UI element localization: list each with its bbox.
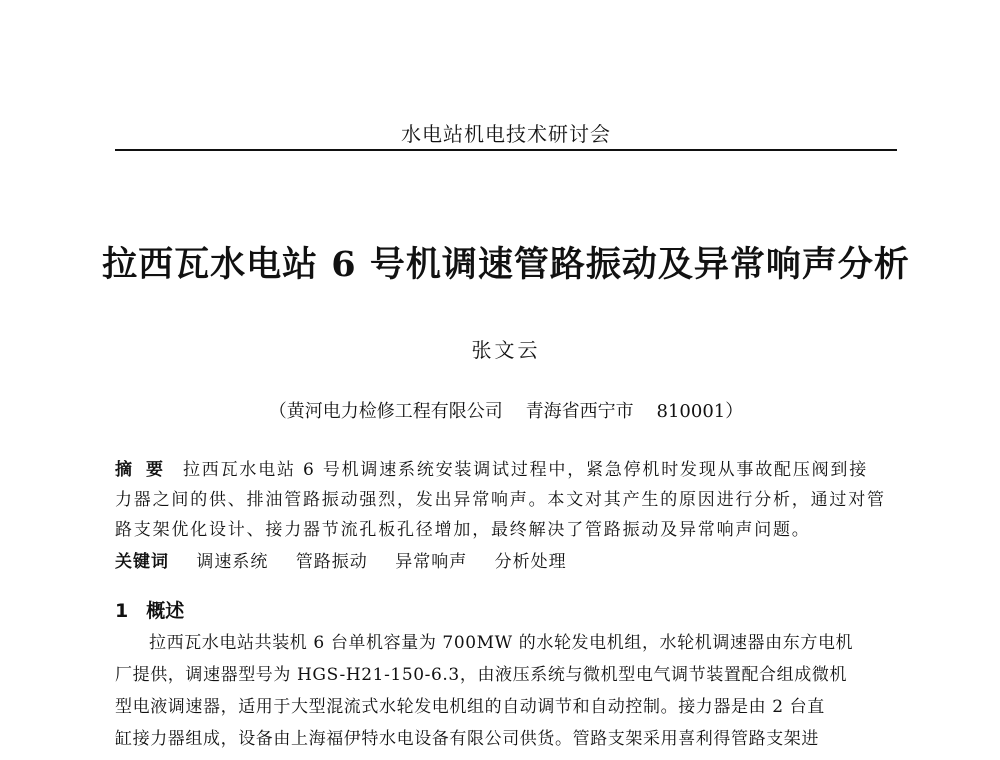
section-body: [115, 627, 905, 755]
keyword: 调速系统: [196, 552, 269, 572]
article-title: 拉西瓦水电站 6 号机调速管路振动及异常响声分析: [102, 244, 910, 285]
section-heading: [115, 596, 184, 626]
section-title: 概述: [146, 600, 185, 622]
body-line: 厂提供，调速器型号为 HGS-H21-150-6.3，由液压系统与微机型电气调节装置配合组成微机: [115, 665, 848, 685]
abstract-line: [115, 455, 897, 485]
abstract: [115, 455, 897, 545]
body-line: 缸接力器组成，设备由上海福伊特水电设备有限公司供货。管路支架采用喜利得管路支架进: [115, 729, 819, 749]
body-line: 拉西瓦水电站共装机 6 台单机容量为 700MW 的水轮发电机组，水轮机调速器由东方电机: [149, 633, 854, 653]
keywords: [115, 547, 897, 577]
running-header: 水电站机电技术研讨会: [401, 122, 611, 146]
keyword: 异常响声: [395, 552, 468, 572]
keywords-label: 关键词: [115, 552, 169, 572]
keyword: 管路振动: [295, 552, 368, 572]
author-affiliation: （黄河电力检修工程有限公司 青海省西宁市 810001）: [268, 401, 744, 422]
section-number: 1: [115, 600, 129, 622]
body-line: 型电液调速器，适用于大型混流式水轮发电机组的自动调节和自动控制。接力器是由 2 台直: [115, 697, 825, 717]
abstract-label: 摘要: [115, 460, 177, 480]
keyword: 分析处理: [494, 552, 567, 572]
header-rule: [115, 149, 897, 151]
author-name: 张文云: [471, 338, 541, 362]
abstract-line: 力器之间的供、排油管路振动强烈，发出异常响声。本文对其产生的原因进行分析，通过对管: [115, 490, 886, 510]
abstract-text: 拉西瓦水电站 6 号机调速系统安装调试过程中，紧急停机时发现从事故配压阀到接: [183, 460, 869, 480]
abstract-line: 路支架优化设计、接力器节流孔板孔径增加，最终解决了管路振动及异常响声问题。: [115, 520, 811, 540]
